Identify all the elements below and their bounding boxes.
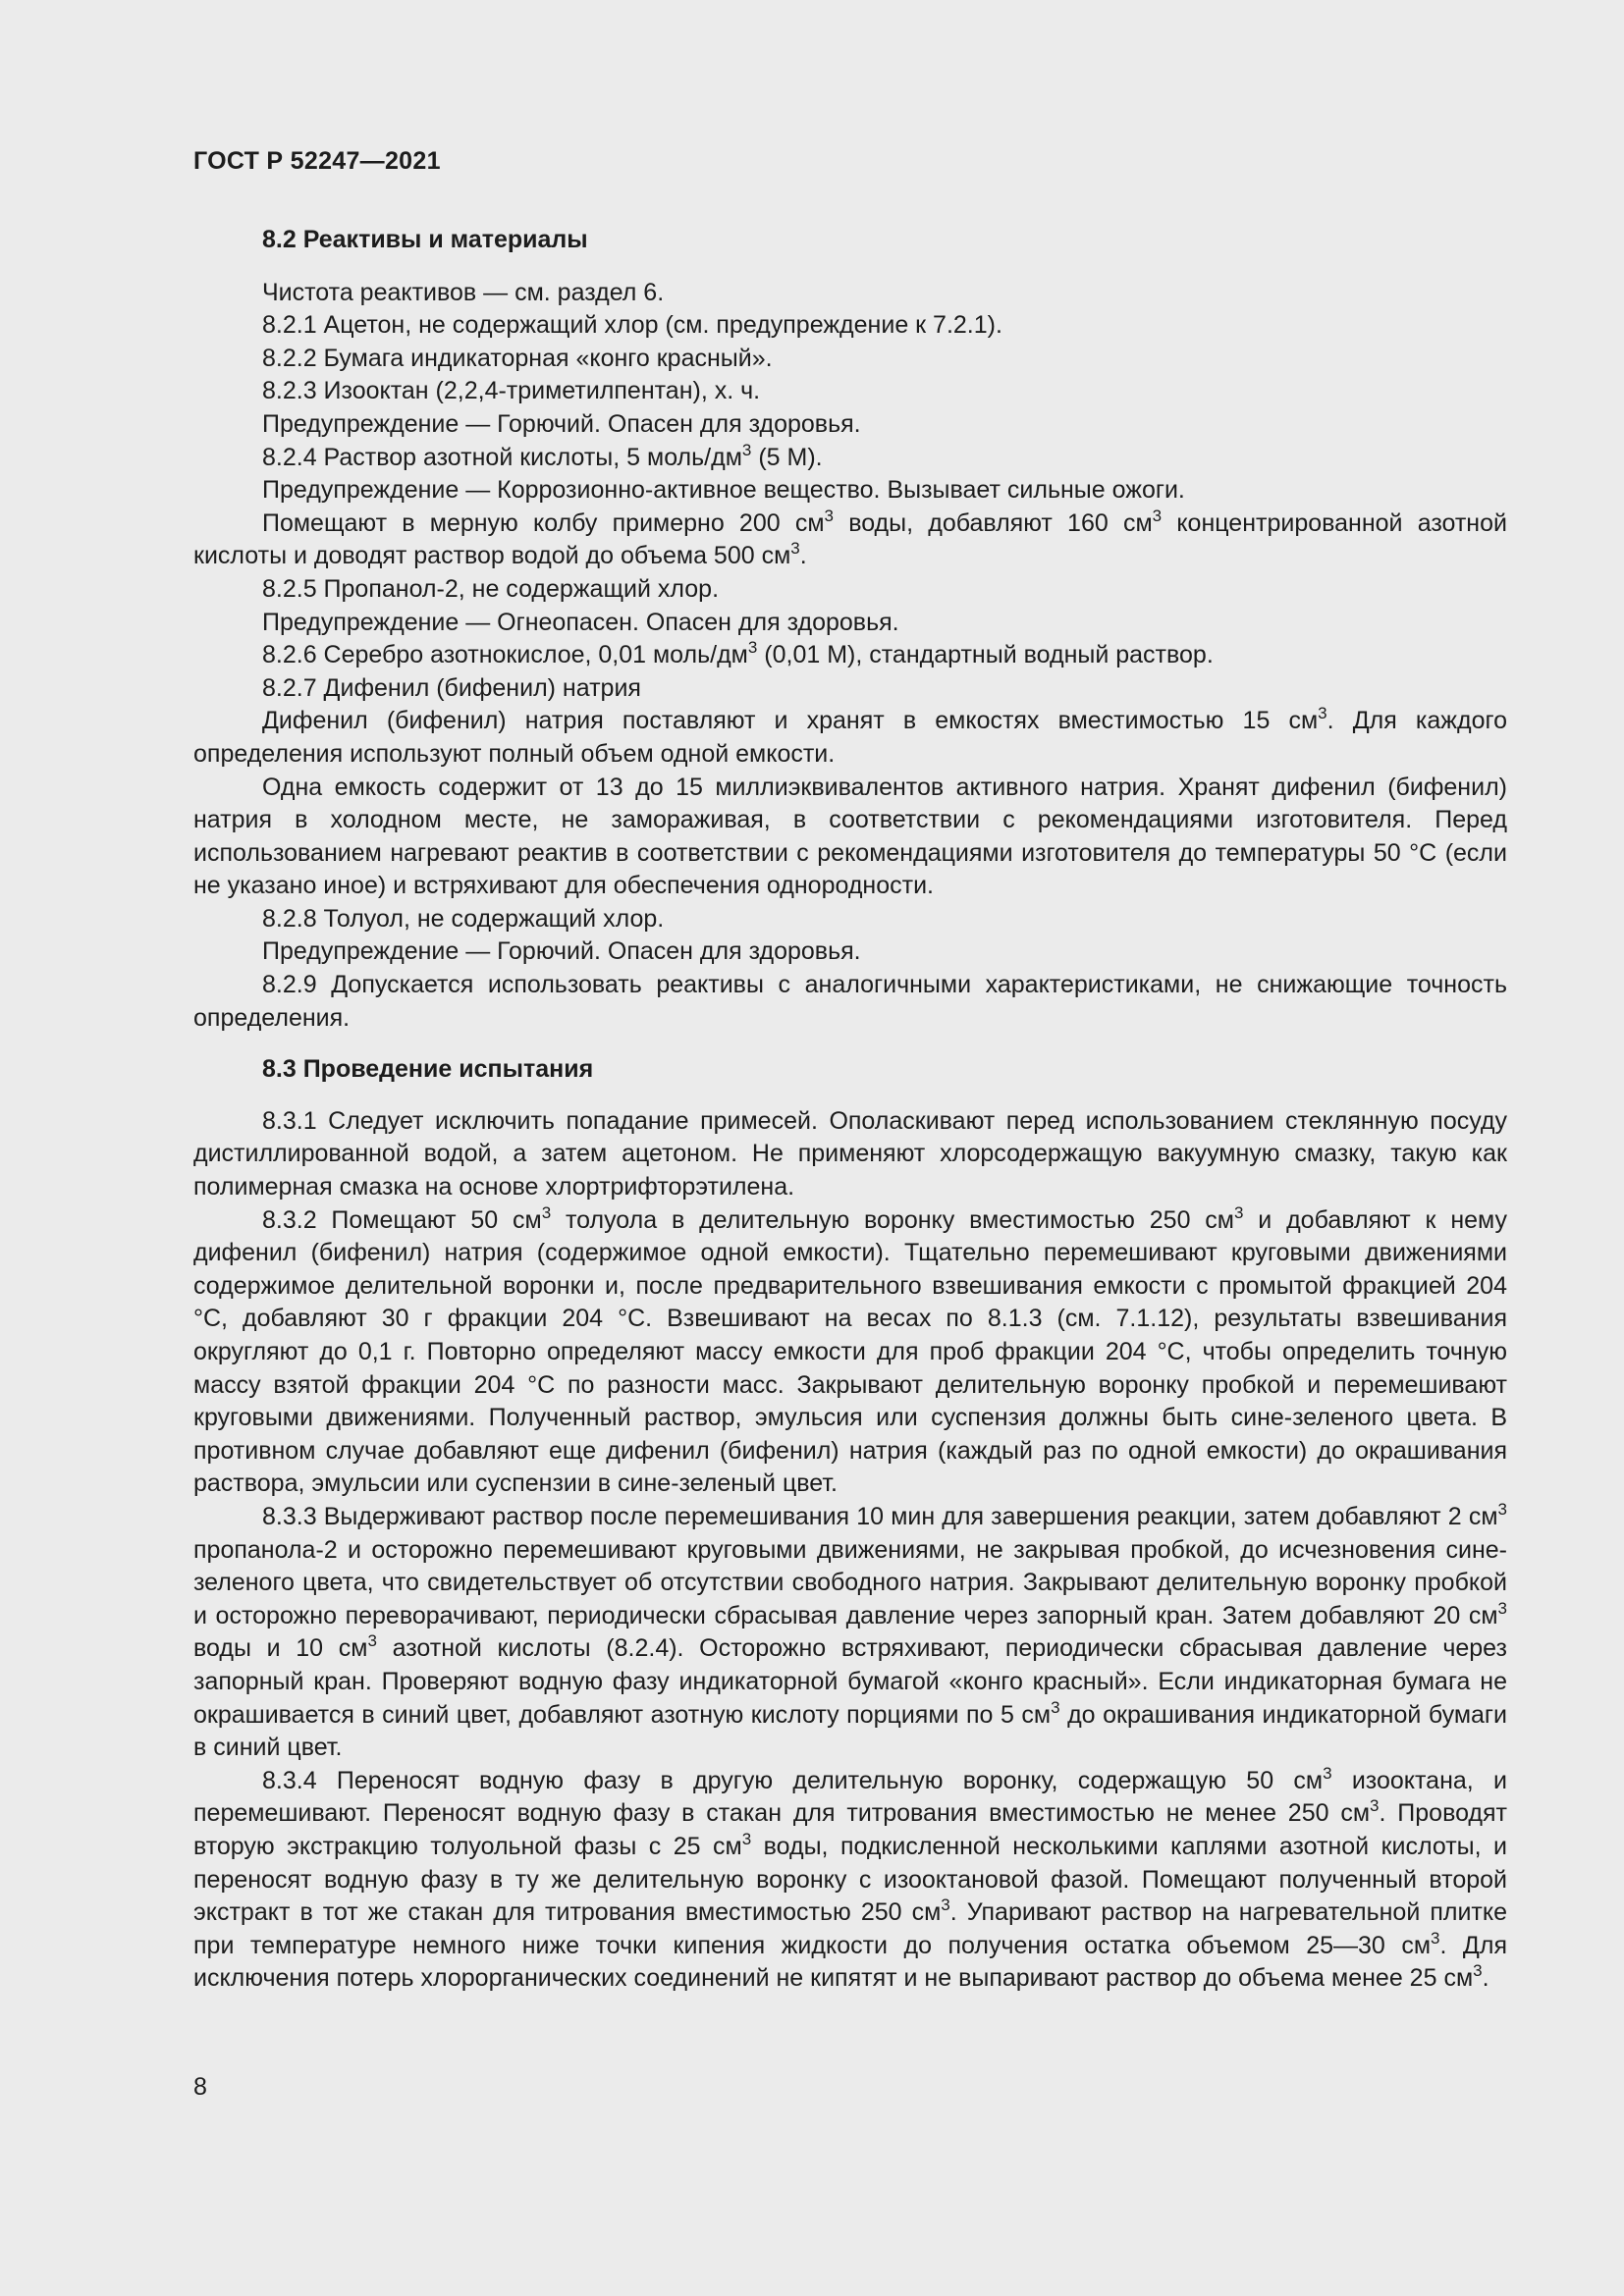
section-heading-8-3: 8.3 Проведение испытания (262, 1055, 594, 1084)
paragraph-8-2-2: 8.2.2 Бумага индикаторная «конго красный». (262, 344, 773, 372)
paragraph-8-3-4: 8.3.4 Переносят водную фазу в другую делительную воронку, содержащую 50 $см^3$ изооктана, и перемешивают. Переносят водную фазу в стакан для титрования вместимостью не менее 250 $см^3$. Проводят вторую экстракцию толуольной фазы с 25 $см^3$ воды, подкисленной несколькими каплями азотной кислоты, и переносят водную фазу в ту же делительную воронку с изооктановой фазой. Помещают полученный второй экстракт в тот же стакан для титрования вместимостью 250 $см^3$. Упаривают раствор на нагревательной плитке при температуре немного ниже точки кипения жидкости до получения остатка объемом 25—30 $см^3$. Для исключения потерь хлорорганических соединений не кипятят и не выпаривают раствор до объема менее 25 $см^3$. (193, 1763, 1507, 1993)
section-heading-8-2: 8.2 Реактивы и материалы (262, 226, 588, 253)
warning-isooctane: Предупреждение — Горючий. Опасен для здоровья. (262, 409, 861, 438)
paragraph-8-2-5: 8.2.5 Пропанол-2, не содержащий хлор. (262, 574, 720, 603)
document-body (193, 224, 1507, 1996)
warning-propanol: Предупреждение — Огнеопасен. Опасен для здоровья. (262, 608, 899, 636)
paragraph-nitric-acid-prep: Помещают в мерную колбу примерно 200 $см^3$ воды, добавляют 160 $см^3$ концентрированной азотной кислоты и доводят раствор водой до объема 500 $см^3$. (193, 506, 1507, 570)
paragraph-8-3-3: 8.3.3 Выдерживают раствор после перемешивания 10 мин для завершения реакции, затем добавляют 2 $см^3$ пропанола-2 и осторожно перемешивают круговыми движениями, не закрывая пробкой, до исчезновения сине-зеленого цвета, что свидетельствует об отсутствии свободного натрия. Закрывают делительную воронку пробкой и осторожно переворачивают, периодически сбрасывая давление через запорный кран. Затем добавляют 20 $см^3$ воды и 10 $см^3$ азотной кислоты (8.2.4). Осторожно встряхивают, периодически сбрасывая давление через запорный кран. Проверяют водную фазу индикаторной бумагой «конго красный». Если индикаторная бумага не окрашивается в синий цвет, добавляют азотную кислоту порциями по 5 $см^3$ до окрашивания индикаторной бумаги в синий цвет. (193, 1499, 1508, 1762)
paragraph-reagent-purity: Чистота реактивов — см. раздел 6. (262, 278, 665, 306)
paragraph-8-2-1: 8.2.1 Ацетон, не содержащий хлор (см. предупреждение к 7.2.1). (262, 311, 1002, 340)
warning-toluene: Предупреждение — Горючий. Опасен для здоровья. (262, 937, 861, 966)
paragraph-biphenyl-supply: Дифенил (бифенил) натрия поставляют и хранят в емкостях вместимостью 15 $см^3$. Для каждого определения используют полный объем одной емкости. (193, 704, 1507, 768)
document-header: ГОСТ Р 52247—2021 (193, 147, 441, 175)
warning-nitric-acid: Предупреждение — Коррозионно-активное вещество. Вызывает сильные ожоги. (262, 476, 1185, 505)
paragraph-8-3-1: 8.3.1 Следует исключить попадание примесей. Ополаскивают перед использованием стеклянную посуду дистиллированной водой, а затем ацетоном. Не применяют хлорсодержащую вакуумную смазку, такую как полимерная смазка на основе хлортрифторэтилена. (193, 1106, 1507, 1201)
paragraph-8-2-3: 8.2.3 Изооктан (2,2,4-триметилпентан), х. ч. (262, 377, 761, 405)
paragraph-8-2-4: 8.2.4 Раствор азотной кислоты, 5 моль/$дм^3$ (5 М). (262, 440, 823, 471)
paragraph-8-2-7: 8.2.7 Дифенил (бифенил) натрия (262, 673, 641, 702)
paragraph-8-2-6: 8.2.6 Серебро азотнокислое, 0,01 моль/$дм^3$ (0,01 М), стандартный водный раствор. (262, 638, 1214, 669)
paragraph-8-2-9: 8.2.9 Допускается использовать реактивы с аналогичными характеристиками, не снижающие точность определения. (193, 971, 1507, 1032)
paragraph-8-2-8: 8.2.8 Толуол, не содержащий хлор. (262, 904, 665, 933)
page-number: 8 (193, 2073, 207, 2101)
paragraph-biphenyl-storage: Одна емкость содержит от 13 до 15 миллиэквивалентов активного натрия. Хранят дифенил (бифенил) натрия в холодном месте, не замораживая, в соответствии с рекомендациями изготовителя. Перед использованием нагревают реактив в соответствии с рекомендациями изготовителя до температуры 50 °C (если не указано иное) и встряхивают для обеспечения однородности. (193, 773, 1507, 900)
paragraph-8-3-2: 8.3.2 Помещают 50 $см^3$ толуола в делительную воронку вместимостью 250 $см^3$ и добавляют к нему дифенил (бифенил) натрия (содержимое одной емкости). Тщательно перемешивают круговыми движениями содержимое делительной воронки и, после предварительного взвешивания емкости с промытой фракцией 204 °C, добавляют 30 г фракции 204 °C. Взвешивают на весах по 8.1.3 (см. 7.1.12), результаты взвешивания округляют до 0,1 г. Повторно определяют массу емкости для проб фракции 204 °C, чтобы определить точную массу взятой фракции 204 °C по разности масс. Закрывают делительную воронку пробкой и перемешивают круговыми движениями. Полученный раствор, эмульсия или суспензия должны быть сине-зеленого цвета. В противном случае добавляют еще дифенил (бифенил) натрия (каждый раз по одной емкости) до окрашивания раствора, эмульсии или суспензии в сине-зеленый цвет. (193, 1202, 1507, 1498)
